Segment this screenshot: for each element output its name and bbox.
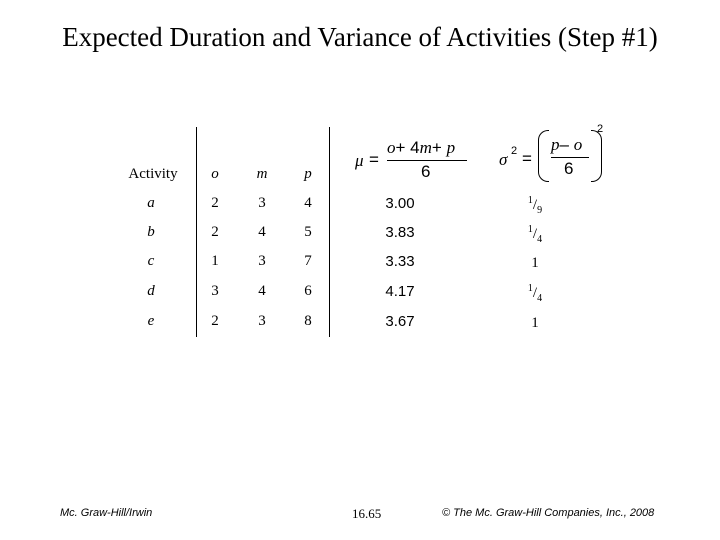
header-m: m [256, 166, 268, 182]
row-o: 2 [211, 313, 219, 329]
sigma-equals: = [522, 149, 532, 168]
sigma-fraction-bar [551, 157, 589, 158]
row-mean: 3.67 [385, 313, 415, 330]
mu-numerator: o+ 4m+ p [387, 138, 456, 157]
row-variance: $^1/_9$ [527, 195, 543, 216]
row-p: 7 [304, 253, 312, 269]
row-mean: 4.17 [385, 283, 415, 300]
mu-symbol: μ [355, 151, 364, 170]
row-p: 4 [304, 195, 312, 211]
mu-denominator: 6 [421, 162, 431, 181]
row-activity: e [147, 313, 155, 329]
row-variance: $^1/_4$ [527, 224, 543, 245]
sigma-denominator: 6 [564, 159, 574, 178]
row-p: 5 [304, 224, 312, 240]
mu-fraction-bar [387, 160, 467, 161]
column-divider-activity [196, 127, 197, 337]
row-variance: 1 [531, 315, 539, 331]
header-activity: Activity [128, 166, 178, 182]
left-paren [538, 130, 549, 182]
column-divider-p [329, 127, 330, 337]
sigma-numerator: p– o [551, 135, 583, 154]
slide-title: Expected Duration and Variance of Activities (Step #1) [62, 22, 658, 52]
row-activity: c [147, 253, 155, 269]
variance-formula [497, 123, 609, 185]
right-paren [591, 130, 602, 182]
outer-exponent: 2 [597, 123, 604, 135]
page-number: 16.65 [352, 506, 382, 521]
sigma-symbol: σ [499, 150, 508, 169]
row-o: 2 [211, 195, 219, 211]
row-activity: d [147, 283, 155, 299]
row-mean: 3.83 [385, 224, 415, 241]
row-mean: 3.00 [385, 195, 415, 212]
footer-publisher: Mc. Graw-Hill/Irwin [60, 507, 153, 519]
row-m: 4 [258, 283, 266, 299]
row-mean: 3.33 [385, 253, 415, 270]
row-variance: $^1/_4$ [527, 283, 543, 304]
row-p: 6 [304, 283, 312, 299]
row-variance: 1 [531, 255, 539, 271]
row-m: 3 [258, 253, 266, 269]
sigma-squared: 2 [511, 145, 518, 157]
row-m: 4 [258, 224, 266, 240]
mean-formula [355, 138, 470, 186]
mu-equals: = [369, 150, 379, 169]
row-m: 3 [258, 313, 266, 329]
row-o: 3 [211, 283, 219, 299]
row-m: 3 [258, 195, 266, 211]
row-activity: a [147, 195, 155, 211]
footer-copyright: © The Mc. Graw-Hill Companies, Inc., 2008 [442, 507, 655, 519]
row-o: 2 [211, 224, 219, 240]
header-o: o [211, 166, 219, 182]
row-p: 8 [304, 313, 312, 329]
header-p: p [304, 166, 312, 182]
row-o: 1 [211, 253, 219, 269]
row-activity: b [147, 224, 155, 240]
